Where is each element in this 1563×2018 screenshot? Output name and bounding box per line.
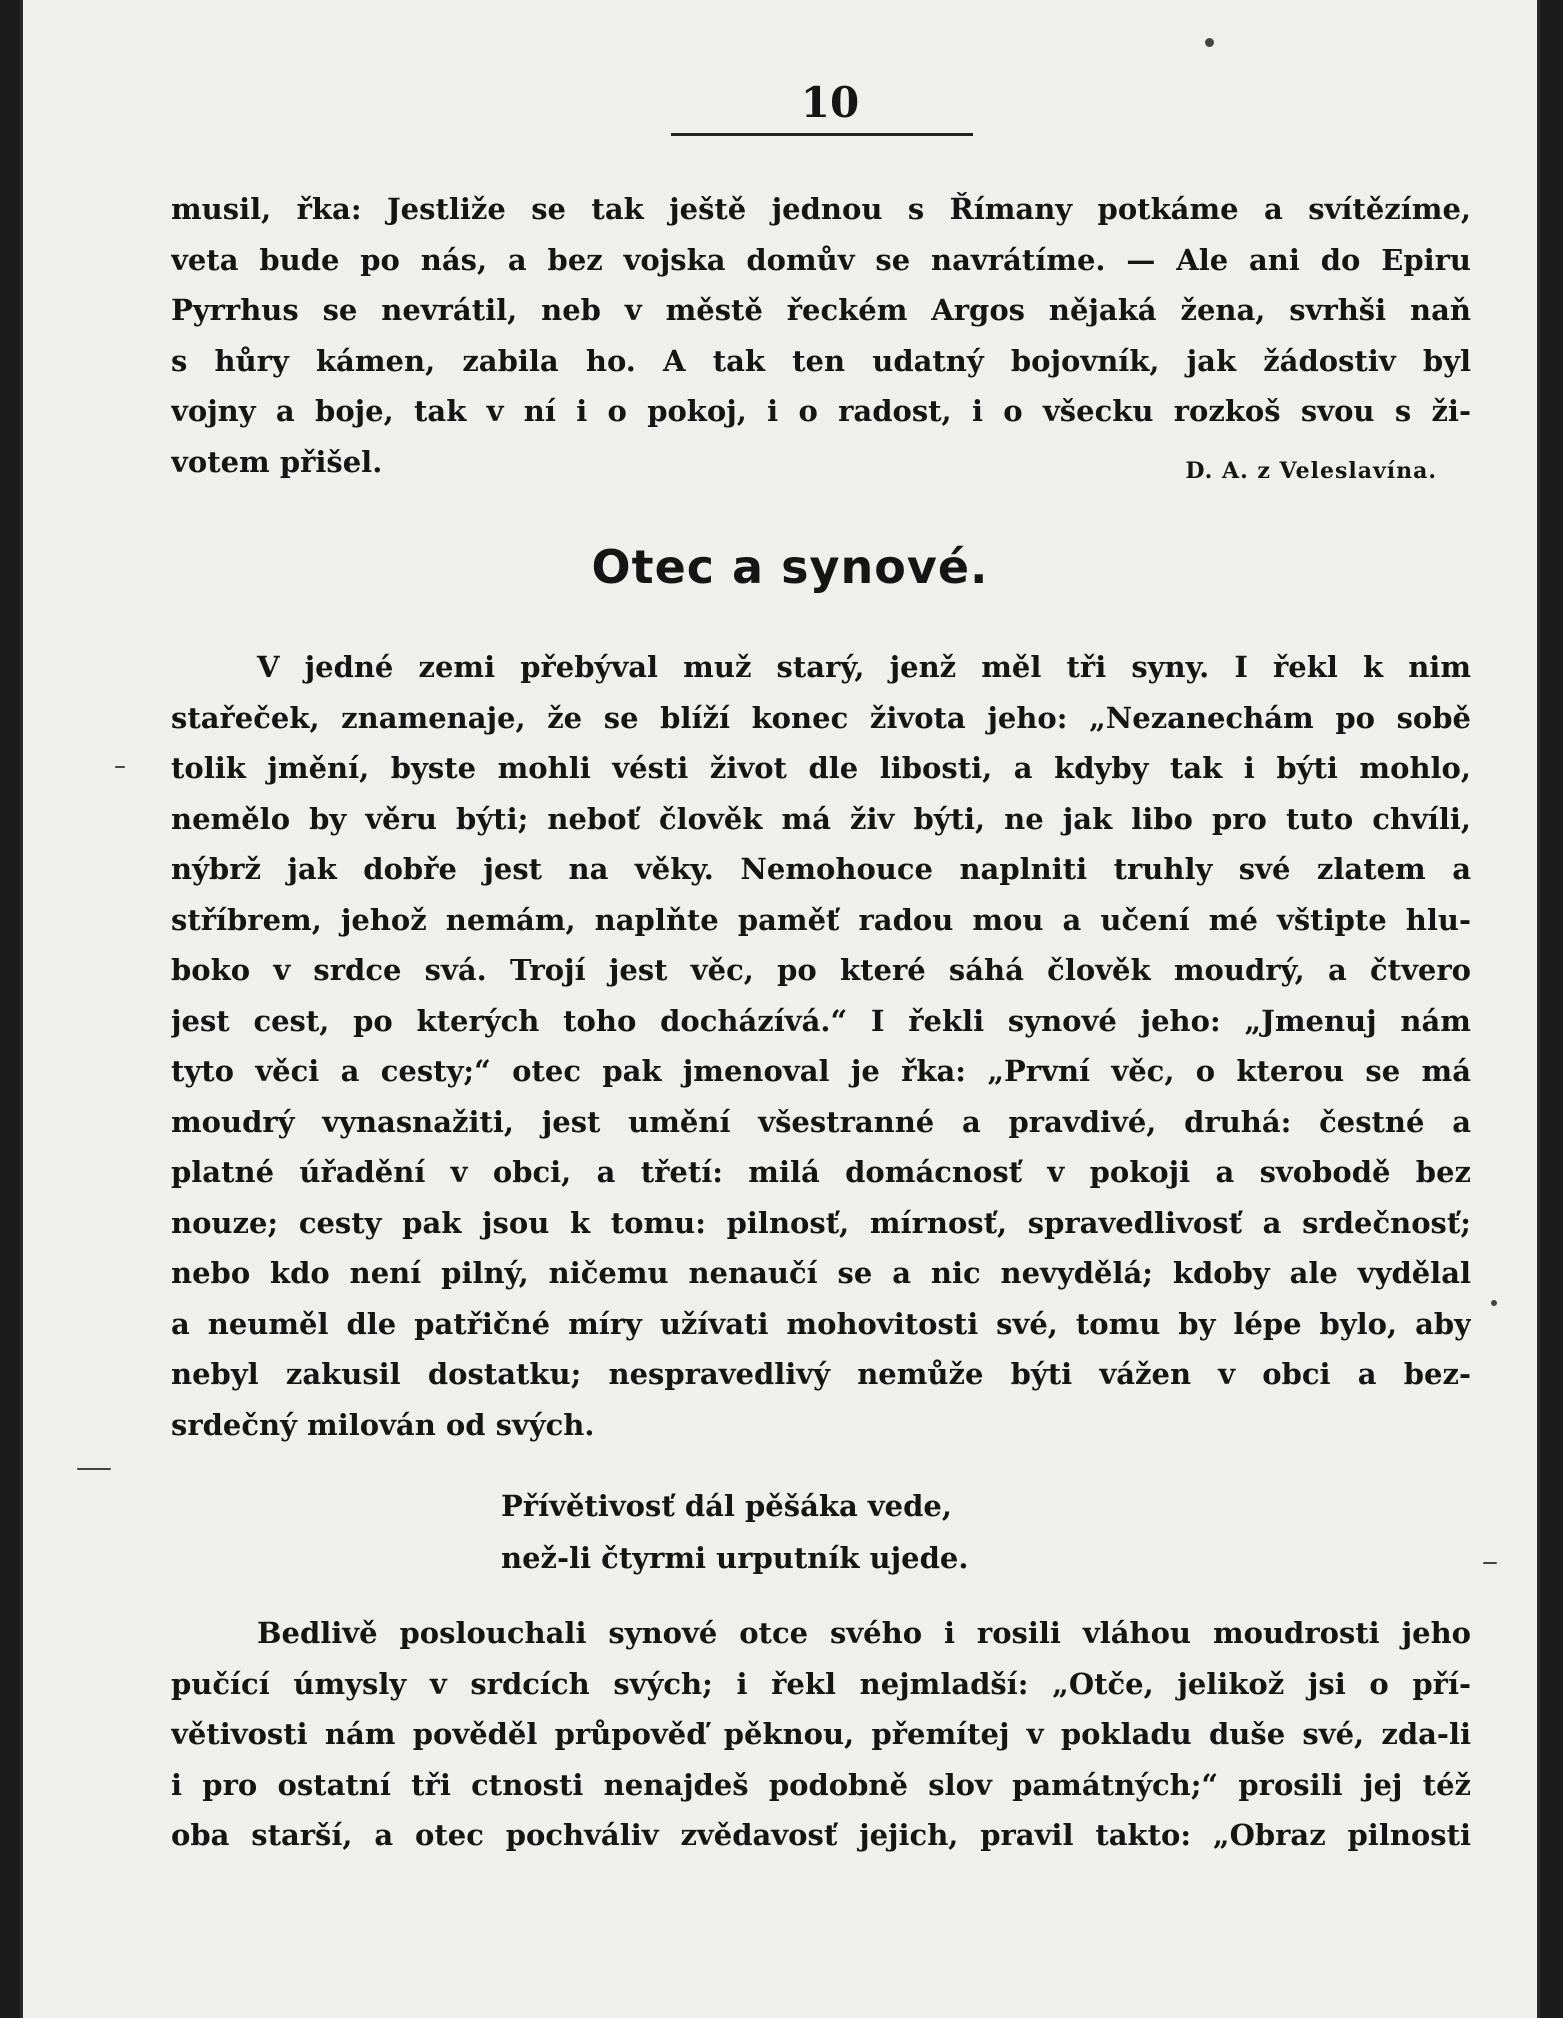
book-page — [20, 0, 1540, 2018]
verse-line: než-li čtyrmi urputník ujede. — [501, 1541, 969, 1575]
text-line: musil, řka: Jestliže se tak ještě jednou s Římany potkáme a svítězíme, — [171, 192, 1471, 226]
print-speck — [1205, 38, 1214, 47]
section-title: Otec a synové. — [591, 540, 989, 594]
verse-line: Přívětivosť dál pěšáka vede, — [501, 1489, 952, 1523]
text-line: moudrý vynasnažiti, jest umění všestranné a pravdivé, druhá: čestné a — [171, 1104, 1471, 1139]
print-speck — [115, 766, 125, 768]
text-line: jest cest, po kterých toho docházívá.“ I řekli synové jeho: „Jmenuj nám — [171, 1003, 1471, 1038]
text-line: i pro ostatní tři ctnosti nenajdeš podobně slov památných;“ prosili jej též — [171, 1767, 1471, 1802]
print-speck — [1483, 1562, 1497, 1564]
text-line: nýbrž jak dobře jest na věky. Nemohouce naplniti truhly své zlatem a — [171, 852, 1471, 886]
author-signature: D. A. z Veleslavína. — [1185, 458, 1437, 484]
text-line: boko v srdce svá. Trojí jest věc, po které sáhá člověk moudrý, a čtvero — [171, 953, 1471, 987]
text-line: srdečný milován od svých. — [171, 1407, 595, 1442]
text-line: stařeček, znamenaje, že se blíží konec života jeho: „Nezanechám po sobě — [171, 700, 1471, 735]
text-line: větivosti nám pověděl průpověď pěknou, přemítej v pokladu duše své, zda-li — [171, 1717, 1471, 1751]
paragraph-closing — [171, 1608, 1471, 1861]
paragraph-main — [171, 642, 1471, 1450]
text-line: nemělo by věru býti; neboť člověk má živ býti, ne jak libo pro tuto chvíli, — [171, 801, 1471, 836]
text-line: votem přišel. — [171, 444, 383, 479]
text-line: Bedlivě poslouchali synové otce svého i rosili vláhou moudrosti jeho — [257, 1616, 1471, 1650]
text-line: stříbrem, jehož nemám, naplňte paměť radou mou a učení mé vštipte hlu- — [171, 902, 1471, 937]
print-speck — [1491, 1300, 1497, 1306]
text-line: Pyrrhus se nevrátil, neb v městě řeckém Argos nějaká žena, svrhši naň — [171, 293, 1471, 327]
text-line: a neuměl dle patřičné míry užívati mohovitosti své, tomu by lépe bylo, aby — [171, 1306, 1471, 1341]
text-line: veta bude po nás, a bez vojska domův se navrátíme. — Ale ani do Epiru — [171, 242, 1471, 277]
print-speck — [77, 1468, 111, 1470]
text-line: tolik jmění, byste mohli vésti život dle libosti, a kdyby tak i býti mohlo, — [171, 751, 1471, 785]
text-line: tyto věci a cesty;“ otec pak jmenoval je řka: „První věc, o kterou se má — [171, 1054, 1471, 1088]
text-line: V jedné zemi přebýval muž starý, jenž měl tři syny. I řekl k nim — [257, 650, 1471, 684]
text-line: platné úřadění v obci, a třetí: milá domácnosť v pokoji a svobodě bez — [171, 1155, 1471, 1189]
text-line: nouze; cesty pak jsou k tomu: pilnosť, mírnosť, spravedlivosť a srdečnosť; — [171, 1205, 1471, 1240]
text-line: nebo kdo není pilný, ničemu nenaučí se a nic nevydělá; kdoby ale vydělal — [171, 1256, 1471, 1290]
verse-couplet — [501, 1480, 968, 1584]
text-line: nebyl zakusil dostatku; nespravedlivý nemůže býti vážen v obci a bez- — [171, 1357, 1471, 1391]
paragraph-continuation — [171, 184, 1471, 487]
page-number: 10 — [800, 78, 860, 127]
text-line: vojny a boje, tak v ní i o pokoj, i o radost, i o všecku rozkoš svou s ži- — [171, 394, 1471, 428]
text-line: oba starší, a otec pochváliv zvědavosť jejich, pravil takto: „Obraz pilnosti — [171, 1818, 1471, 1852]
text-line: s hůry kámen, zabila ho. A tak ten udatný bojovník, jak žádostiv byl — [171, 343, 1471, 378]
text-line: pučící úmysly v srdcích svých; i řekl nejmladší: „Otče, jelikož jsi o pří- — [171, 1666, 1471, 1701]
page-number-rule — [671, 133, 973, 136]
